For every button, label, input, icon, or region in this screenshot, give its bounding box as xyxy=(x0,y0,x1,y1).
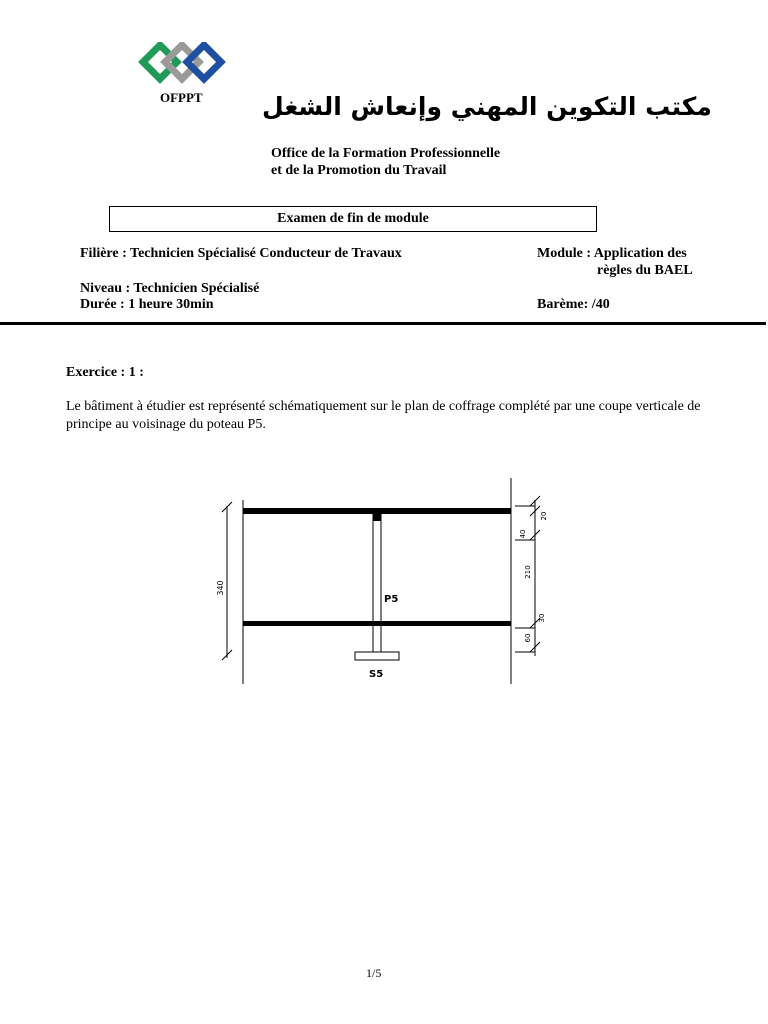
dim-40: 40 xyxy=(519,529,527,539)
module-text-line2: règles du BAEL xyxy=(597,263,693,278)
logo-text: OFPPT xyxy=(160,90,203,105)
column-cap xyxy=(373,514,381,521)
org-name-line2: et de la Promotion du Travail xyxy=(271,163,447,178)
dim-total: 340 xyxy=(216,580,225,596)
logo-diamond-blue xyxy=(187,45,221,79)
exercise-title: Exercice : 1 : xyxy=(66,365,144,380)
page-number: 1/5 xyxy=(366,966,382,980)
bareme-text: Barème: /40 xyxy=(537,297,610,312)
footing-s5 xyxy=(355,652,399,660)
duree-text: Durée : 1 heure 30min xyxy=(80,297,214,312)
section-drawing xyxy=(205,470,565,690)
header-divider xyxy=(0,322,766,325)
niveau-text: Niveau : Technicien Spécialisé xyxy=(80,281,260,296)
dim-30: 30 xyxy=(538,613,546,623)
upper-slab xyxy=(243,508,511,514)
label-footing: S5 xyxy=(369,669,384,680)
dim-60: 60 xyxy=(524,633,532,643)
ofppt-logo xyxy=(136,42,228,92)
arabic-org-title: مكتب التكوين المهني وإنعاش الشغل xyxy=(262,92,712,121)
exercise-paragraph: Le bâtiment à étudier est représenté schématiquement sur le plan de coffrage complété par une coupe verticale de principe au voisinage du poteau P5. xyxy=(66,399,701,432)
logo-diamond-gray xyxy=(165,45,199,79)
label-column: P5 xyxy=(384,594,399,605)
dim-top: 20 xyxy=(540,511,548,521)
lower-slab xyxy=(243,621,511,626)
logo-diamond-green xyxy=(143,45,177,79)
dim-210: 210 xyxy=(524,565,532,579)
column-p5 xyxy=(373,514,381,652)
module-text-line1: Module : Application des xyxy=(537,246,687,261)
filiere-text: Filière : Technicien Spécialisé Conducteur de Travaux xyxy=(80,246,402,261)
org-name-line1: Office de la Formation Professionnelle xyxy=(271,146,501,161)
exam-title-box: Examen de fin de module xyxy=(109,206,597,232)
